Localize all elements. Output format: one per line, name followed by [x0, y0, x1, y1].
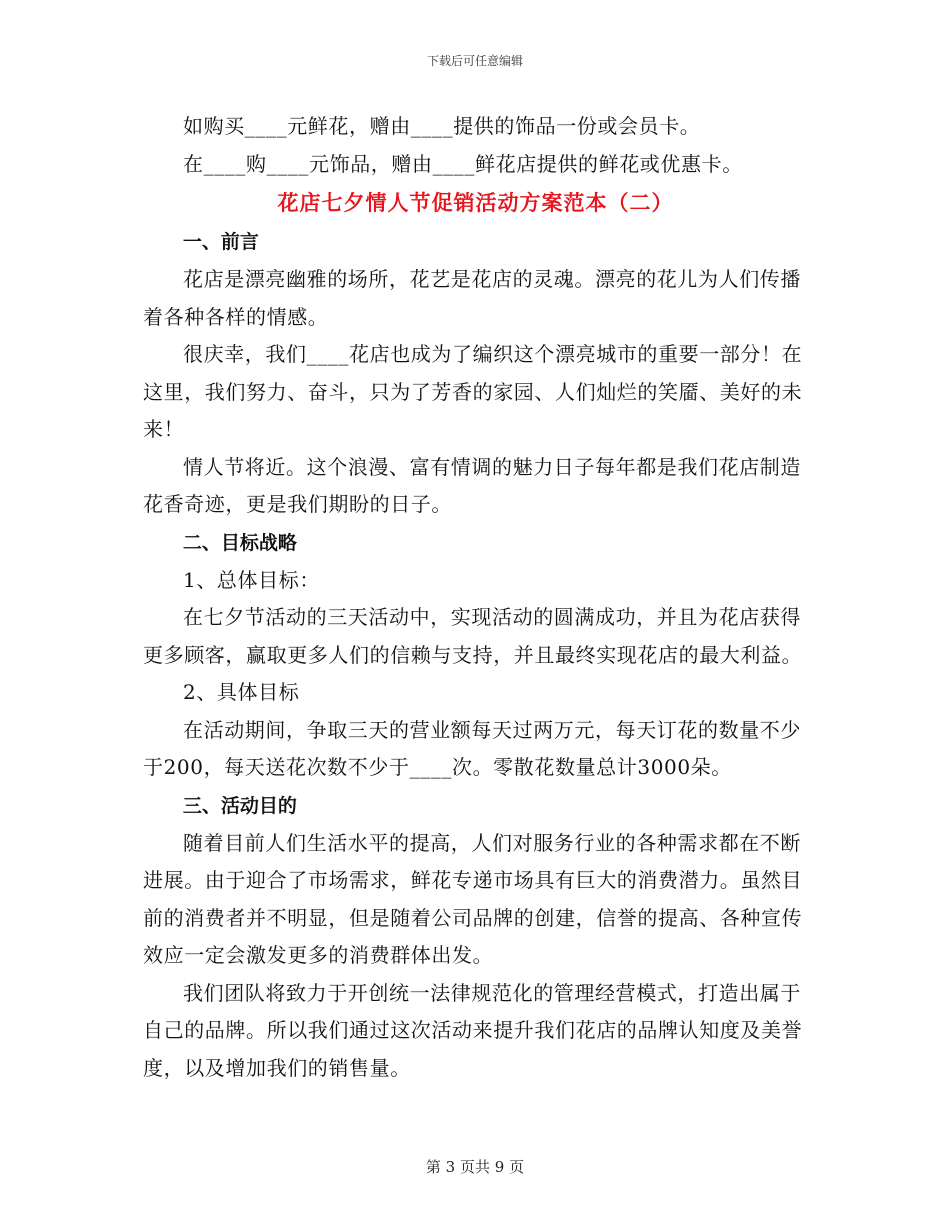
paragraph: 我们团队将致力于开创统一法律规范化的管理经营模式，打造出属于自己的品牌。所以我们通过这次活动来提升我们花店的品牌认知度及美誉度，以及增加我们的销售量。: [143, 980, 803, 1080]
section-heading-purpose: 三、活动目的: [182, 794, 297, 817]
paragraph: 在活动期间，争取三天的营业额每天过两万元，每天订花的数量不少于200，每天送花次数不少于____次。零散花数量总计3000朵。: [143, 717, 801, 779]
document-title: 花店七夕情人节促销活动方案范本（二）: [277, 191, 674, 215]
paragraph: 很庆幸，我们____花店也成为了编织这个漂亮城市的重要一部分！在这里，我们努力、奋斗，只为了芳香的家园、人们灿烂的笑靥、美好的未来！: [143, 342, 803, 441]
body-line: 如购买____元鲜花，赠由____提供的饰品一份或会员卡。: [183, 114, 701, 138]
paragraph: 在七夕节活动的三天活动中，实现活动的圆满成功，并且为花店获得更多顾客，赢取更多人们的信赖与支持，并且最终实现花店的最大利益。: [143, 605, 803, 667]
page-footer: 第 3 页共 9 页: [425, 1158, 525, 1176]
section-heading-preface: 一、前言: [182, 231, 259, 253]
paragraph: 花店是漂亮幽雅的场所，花艺是花店的灵魂。漂亮的花儿为人们传播着各种各样的情感。: [143, 267, 801, 329]
document-body: [143, 108, 808, 1087]
body-line: 在____购____元饰品，赠由____鲜花店提供的鲜花或优惠卡。: [183, 151, 743, 176]
page-header: 下载后可任意编辑: [426, 54, 523, 68]
paragraph: 随着目前人们生活水平的提高，人们对服务行业的各种需求都在不断进展。由于迎合了市场需求，鲜花专递市场具有巨大的消费潜力。虽然目前的消费者并不明显，但是随着公司品牌的创建，信誉的提高、各种宣传效应一定会激发更多的消费群体出发。: [143, 830, 803, 967]
subheading: 1、总体目标：: [183, 567, 320, 592]
section-heading-strategy: 二、目标战略: [182, 531, 297, 554]
subheading: 2、具体目标: [183, 680, 300, 704]
paragraph: 情人节将近。这个浪漫、富有情调的魅力日子每年都是我们花店制造花香奇迹，更是我们期盼的日子。: [143, 454, 801, 516]
